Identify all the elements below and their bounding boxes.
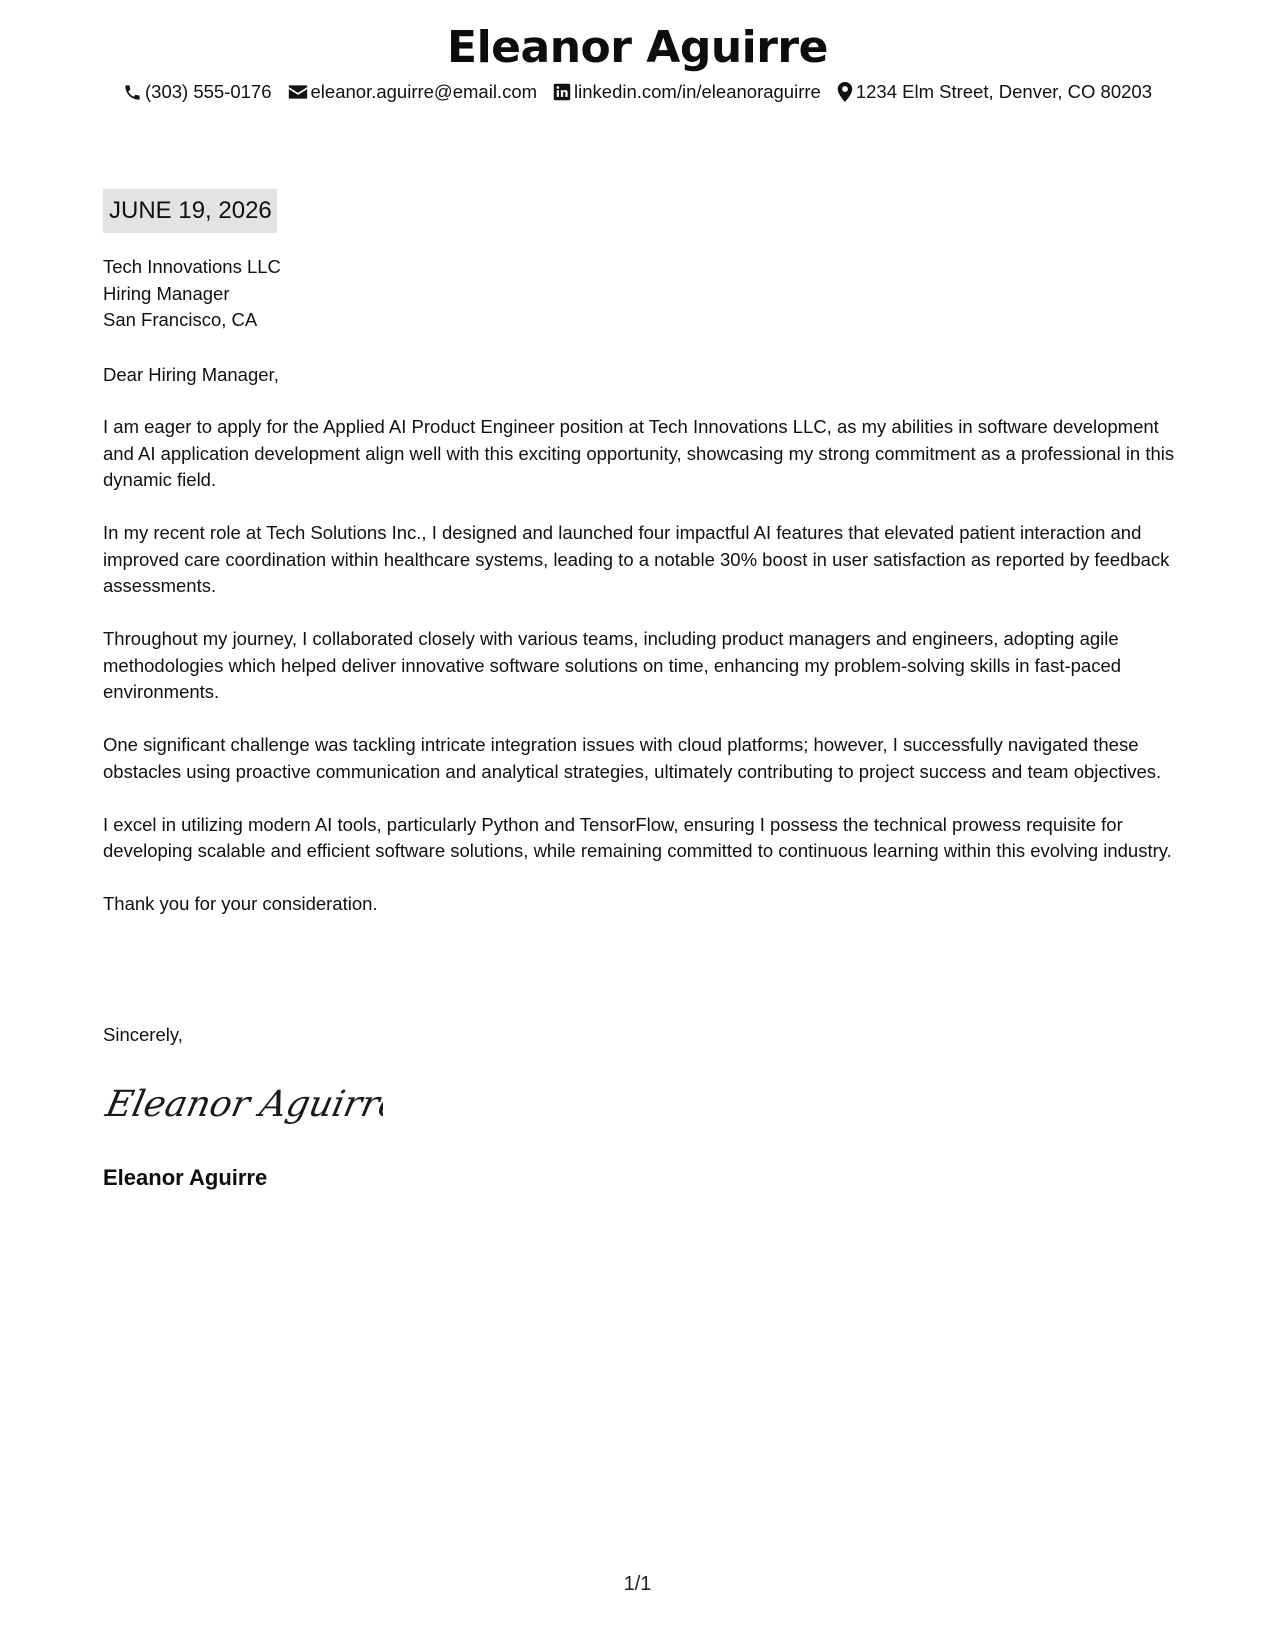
page-number: 1/1 [623, 1573, 652, 1595]
body-paragraph: In my recent role at Tech Solutions Inc., I designed and launched four impactful AI features that elevated patient interaction and improved care coordination within healthcare systems, leading to a notable 30% boost in user satisfaction as reported by feedback assessments. [103, 522, 1170, 596]
phone-number: (303) 555-0176 [145, 81, 272, 102]
body-paragraph: I am eager to apply for the Applied AI Product Engineer position at Tech Innovations LLC, as my abilities in software development and AI application development align well with this exciting opportunity, showcasing my strong commitment as a professional in this dynamic field. [103, 416, 1175, 490]
salutation: Dear Hiring Manager, [103, 364, 279, 385]
letter-body [103, 414, 1178, 944]
body-paragraph: Throughout my journey, I collaborated closely with various teams, including product managers and engineers, adopting agile methodologies which helped deliver innovative software solutions on time, enhancing my problem-solving skills in fast-paced environments. [103, 628, 1122, 702]
street-address: 1234 Elm Street, Denver, CO 80203 [855, 81, 1152, 102]
closing: Sincerely, [103, 1024, 183, 1045]
applicant-name-heading: Eleanor Aguirre [447, 22, 828, 73]
recipient-title: Hiring Manager [103, 282, 230, 304]
contact-phone [123, 79, 272, 105]
envelope-icon [288, 83, 308, 101]
recipient-location: San Francisco, CA [103, 309, 258, 330]
linkedin-url[interactable]: linkedin.com/in/eleanoraguirre [574, 81, 821, 102]
contact-address [837, 79, 1152, 105]
svg-text:Eleanor Aguirre: Eleanor Aguirre [103, 1082, 383, 1125]
letter-date: JUNE 19, 2026 [103, 189, 277, 233]
recipient-company: Tech Innovations LLC [103, 256, 281, 277]
body-paragraph: I excel in utilizing modern AI tools, particularly Python and TensorFlow, ensuring I possess the technical prowess requisite for developing scalable and efficient software solutions, while remaining committed to continuous learning within this evolving industry. [103, 813, 1172, 861]
email-address[interactable]: eleanor.aguirre@email.com [310, 81, 538, 102]
map-pin-icon [837, 82, 853, 102]
recipient-block [103, 254, 1178, 334]
signer-name: Eleanor Aguirre [103, 1165, 268, 1190]
phone-icon [123, 83, 142, 102]
body-paragraph: One significant challenge was tackling intricate integration issues with cloud platforms; however, I successfully navigated these obstacles using proactive communication and analytical strategies, ultimately contributing to project success and team objectives. [103, 734, 1162, 782]
contact-email[interactable] [288, 79, 538, 105]
linkedin-icon [553, 83, 571, 101]
contact-linkedin[interactable] [553, 79, 821, 105]
handwritten-signature [103, 1074, 383, 1134]
thank-you-paragraph: Thank you for your consideration. [103, 893, 378, 914]
signature-image [103, 1074, 383, 1134]
contact-info-row [0, 79, 1275, 105]
